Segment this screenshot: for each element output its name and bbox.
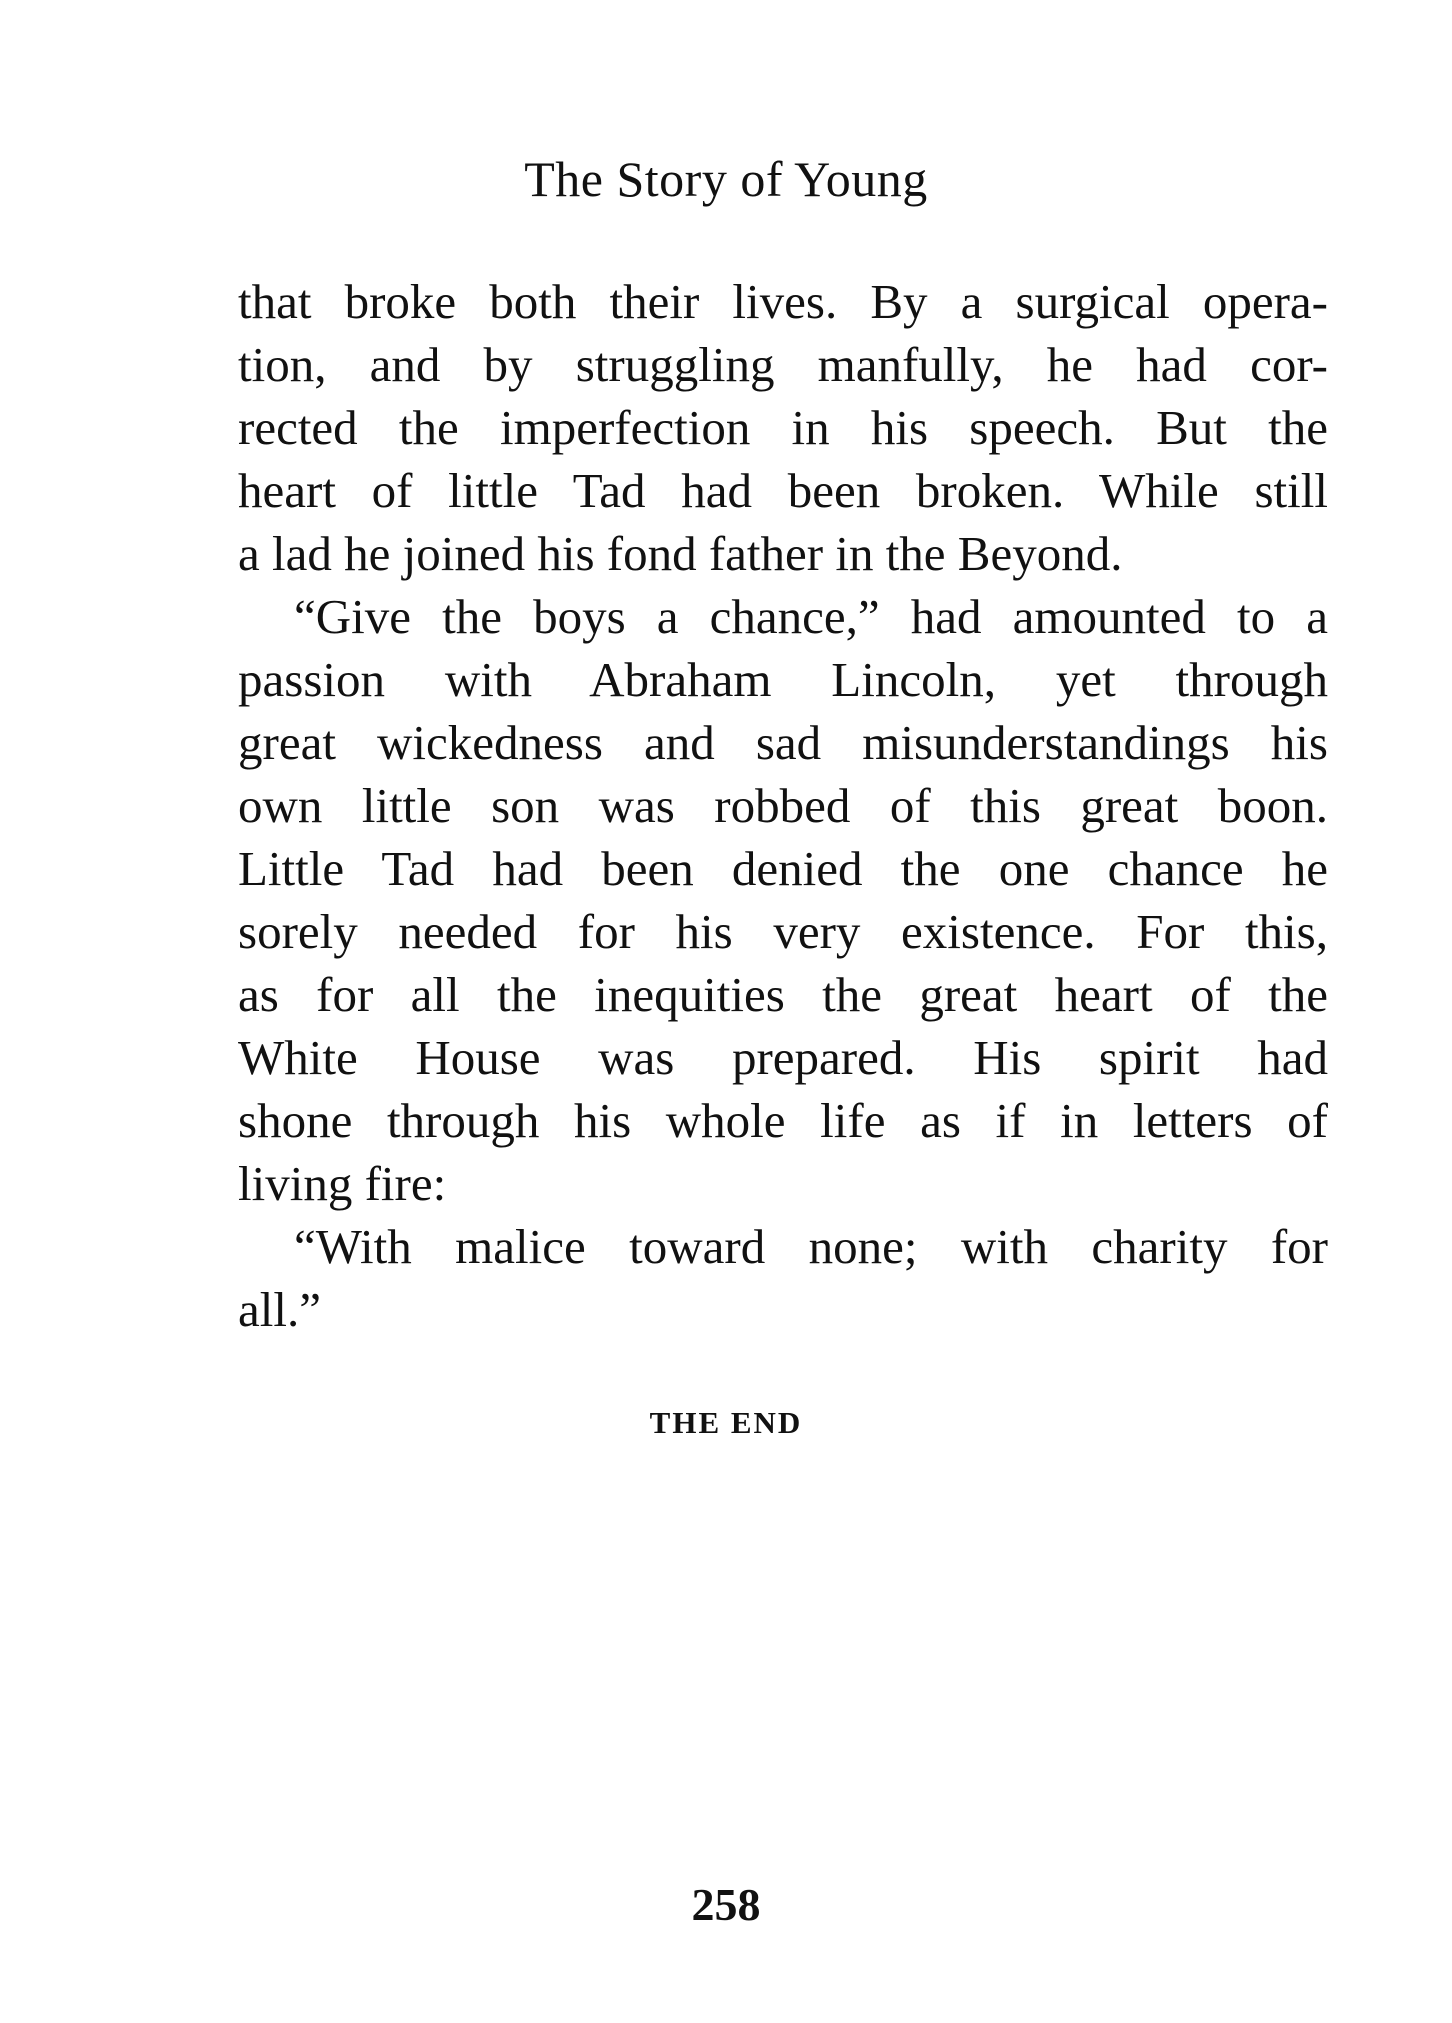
body-text (238, 270, 1328, 1341)
text-line: “Give the boys a chance,” had amounted to a (294, 589, 1328, 644)
text-line: a lad he joined his fond father in the Beyond. (238, 526, 1123, 581)
page-number: 258 (691, 1879, 761, 1930)
text-line: Little Tad had been denied the one chance he (238, 841, 1328, 896)
the-end-label: THE END (649, 1405, 803, 1440)
running-title: The Story of Young (524, 151, 928, 207)
text-line: sorely needed for his very existence. For this, (238, 904, 1328, 959)
text-line: tion, and by struggling manfully, he had cor- (238, 337, 1328, 392)
text-line: as for all the inequities the great heart of the (238, 967, 1328, 1022)
text-line: White House was prepared. His spirit had (238, 1030, 1328, 1085)
text-line: great wickedness and sad misunderstandings his (238, 715, 1328, 770)
text-line: own little son was robbed of this great boon. (238, 778, 1328, 833)
text-line: living fire: (238, 1156, 447, 1211)
text-line: passion with Abraham Lincoln, yet through (238, 652, 1328, 707)
text-line: rected the imperfection in his speech. But the (238, 400, 1328, 455)
text-line: heart of little Tad had been broken. While still (238, 463, 1328, 518)
quote-line: all.” (238, 1282, 321, 1337)
text-line: shone through his whole life as if in letters of (238, 1093, 1328, 1148)
quote-line: “With malice toward none; with charity for (294, 1219, 1328, 1274)
text-line: that broke both their lives. By a surgical opera- (238, 274, 1328, 329)
